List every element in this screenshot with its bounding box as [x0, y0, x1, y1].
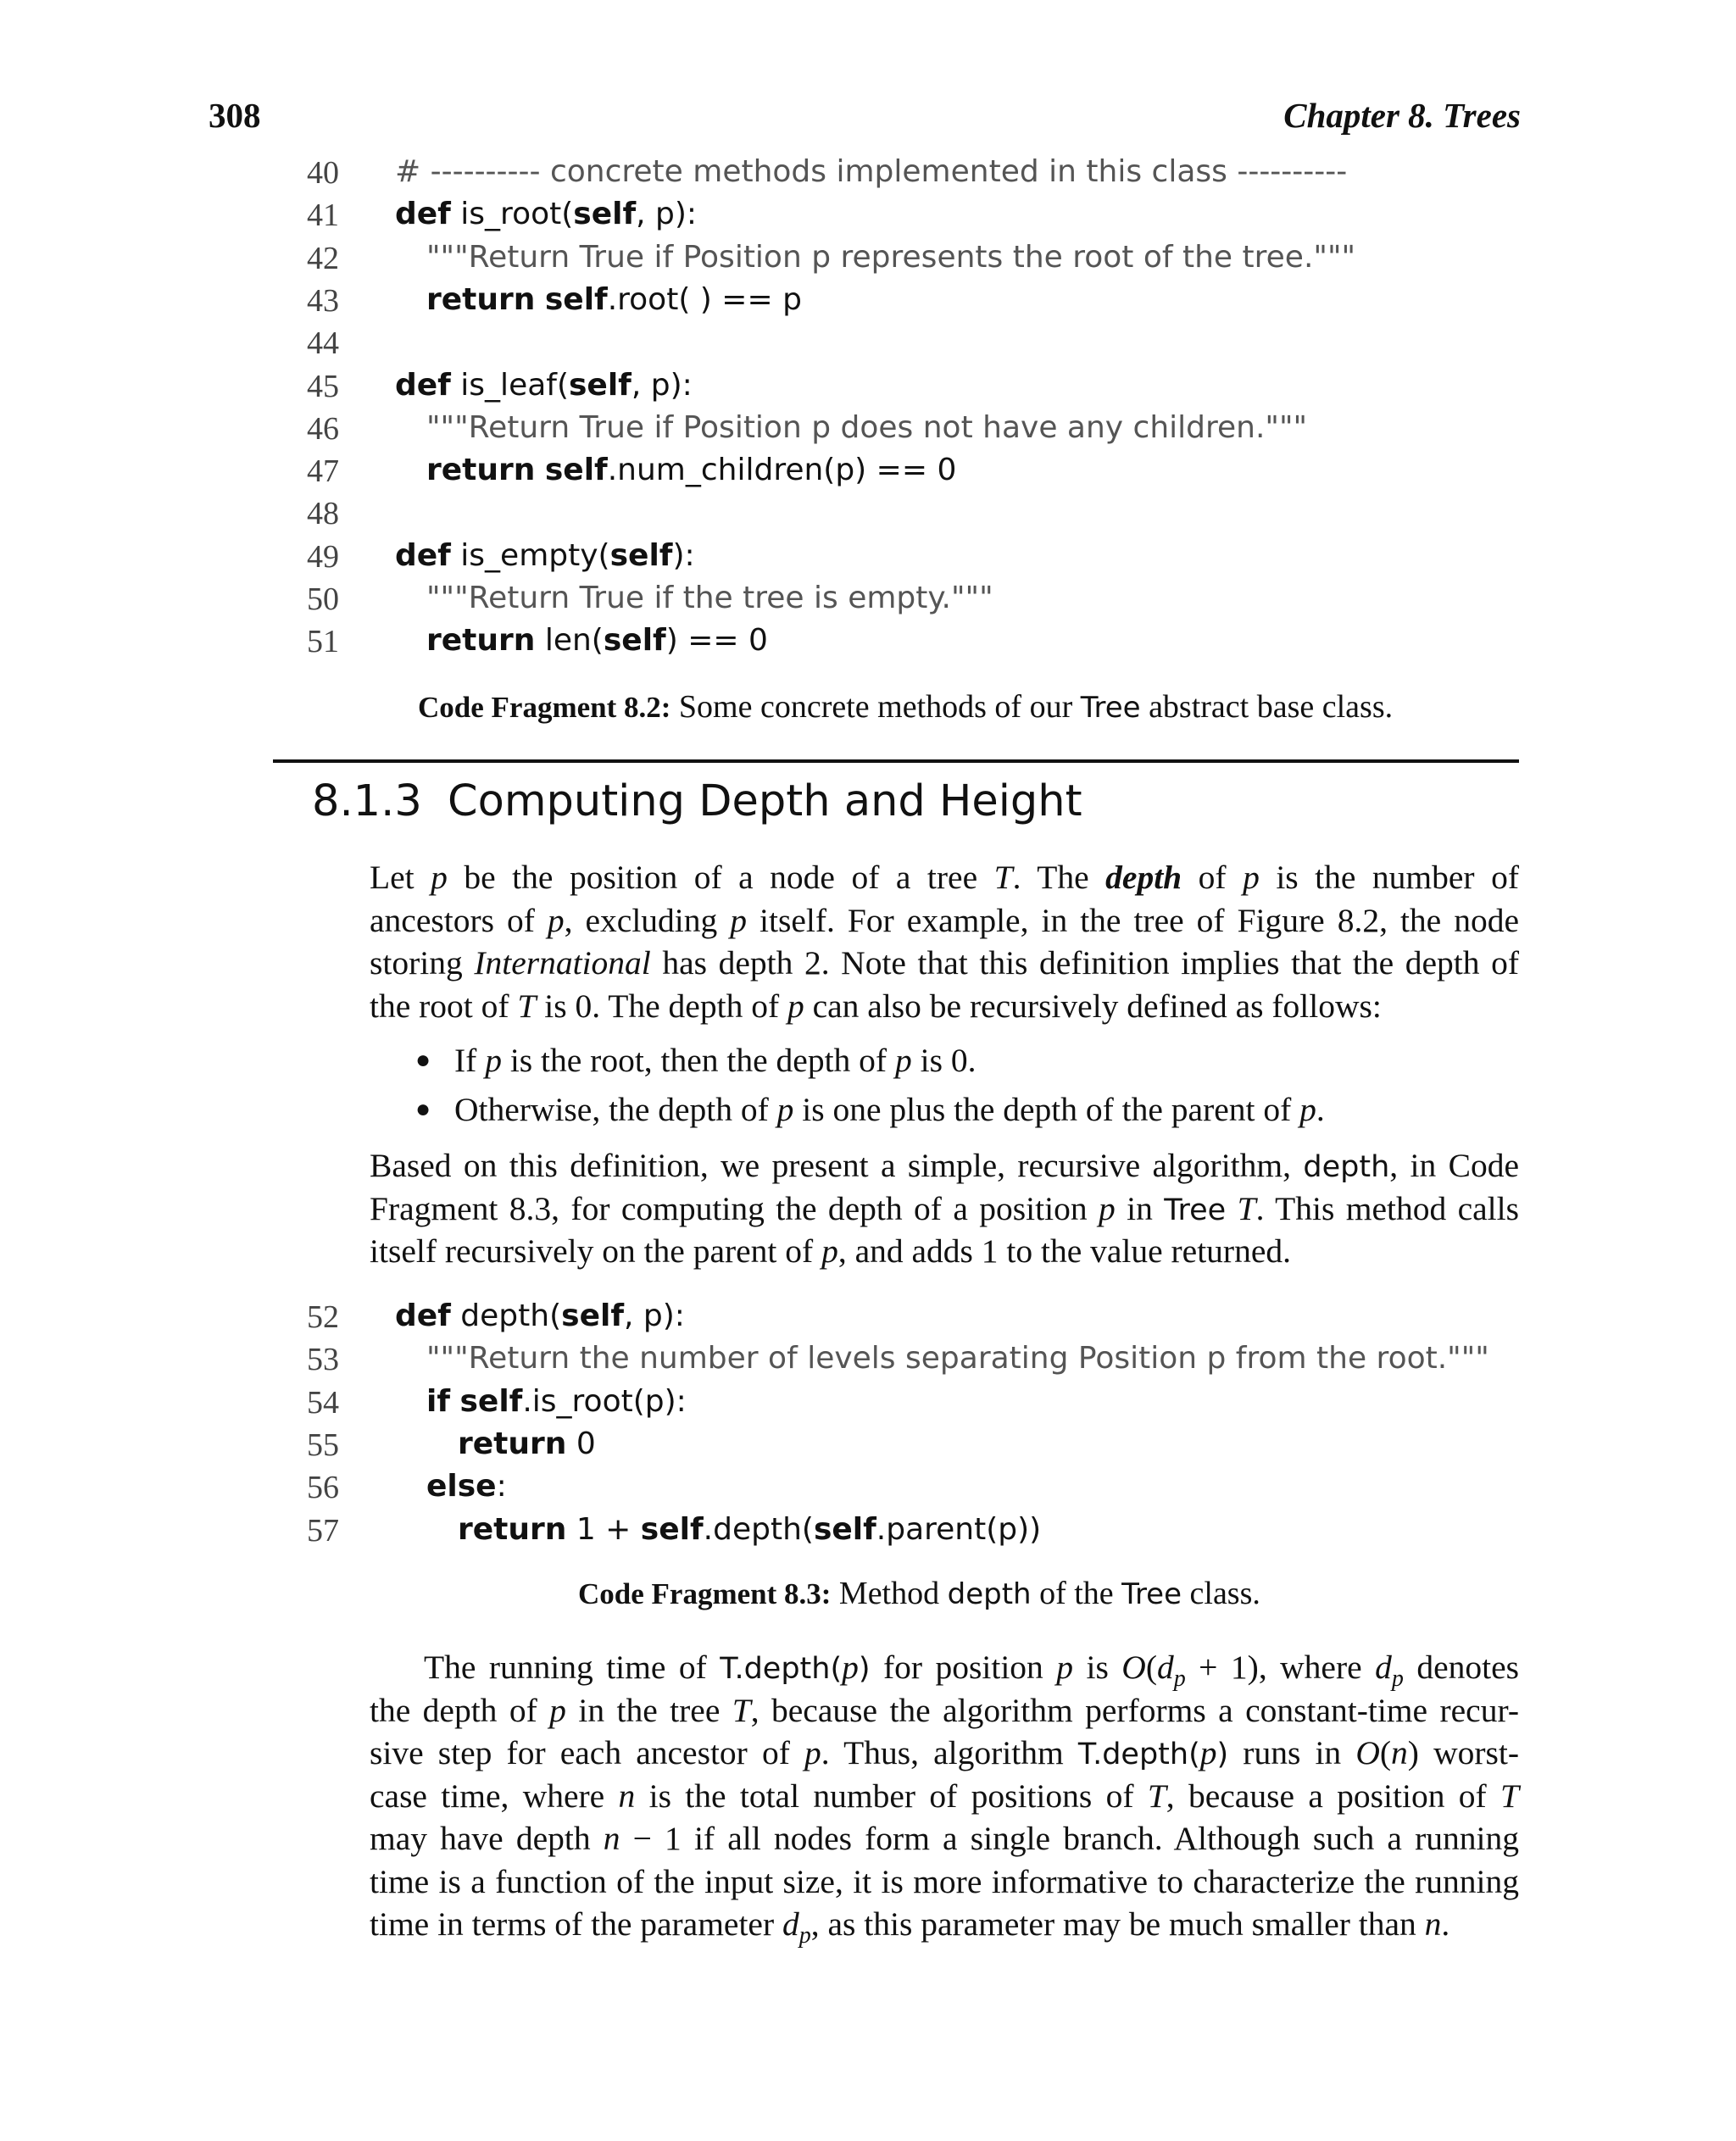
text-run: case time, where [370, 1777, 619, 1815]
code-keyword: def [395, 1299, 451, 1333]
math-symbol: p [804, 1734, 821, 1771]
line-number: 49 [307, 538, 339, 575]
code-keyword: self [603, 623, 666, 659]
line-number: 57 [307, 1512, 339, 1549]
math-symbol: p [1098, 1189, 1116, 1227]
line-number: 53 [307, 1342, 339, 1378]
math-symbol: O [1121, 1649, 1146, 1686]
code-line [302, 495, 1573, 537]
math-symbol: p [730, 901, 748, 939]
code-line [302, 197, 1573, 239]
text-run: , in Code [1389, 1147, 1519, 1184]
caption-code: Tree [1121, 1577, 1182, 1611]
caption-text: class. [1182, 1576, 1260, 1611]
code-token: 1 + [566, 1511, 641, 1547]
line-number: 41 [307, 197, 339, 234]
code-keyword: return [458, 1426, 567, 1461]
code-keyword: self [609, 537, 673, 573]
line-number: 55 [307, 1426, 339, 1463]
code-keyword: self [569, 367, 632, 403]
math-symbol: p [1056, 1649, 1074, 1686]
text-run: . Thus, algorithm [821, 1734, 1078, 1771]
code-line [302, 410, 1573, 453]
code-keyword: self [544, 453, 608, 488]
text-run: . [1441, 1905, 1450, 1943]
text-run: be the position of a node of a tree [447, 859, 994, 896]
line-number: 45 [307, 368, 339, 404]
text-run: for position [870, 1649, 1057, 1686]
line-number: 46 [307, 410, 339, 447]
text-run: of [1182, 859, 1244, 896]
code-comment: """Return True if Position p does not have any children.""" [426, 409, 1308, 445]
code-token: is_root( [450, 197, 574, 232]
text-run: in [1115, 1189, 1165, 1227]
text-run: If [454, 1042, 486, 1079]
math-symbol: d [1156, 1649, 1174, 1686]
math-symbol: d [1375, 1649, 1392, 1686]
code-keyword: if [426, 1383, 451, 1419]
code-token: , p): [624, 1299, 685, 1333]
code-comment: """Return True if Position p represents the root of the tree.""" [426, 239, 1356, 275]
caption-text: abstract base class. [1140, 689, 1394, 725]
line-number: 42 [307, 240, 339, 276]
bullet-dot-icon: ● [415, 1046, 431, 1074]
code-line [302, 453, 1573, 495]
text-run: + 1), where [1185, 1649, 1376, 1686]
code-token: ): [672, 537, 695, 573]
code-token: len( [535, 623, 604, 659]
text-run: has depth 2. Note that this definition implies that the depth of [650, 944, 1519, 982]
math-symbol: p [1299, 1091, 1316, 1128]
text-line [370, 1817, 1519, 1860]
code-line [302, 325, 1573, 367]
text-line [370, 1187, 1519, 1231]
math-symbol: n [618, 1777, 636, 1815]
math-symbol: T [1147, 1777, 1166, 1815]
math-symbol: p [1173, 1665, 1186, 1692]
text-run: ( [1145, 1649, 1157, 1686]
line-number: 50 [307, 581, 339, 617]
caption-text: of the [1031, 1576, 1122, 1611]
text-run: ancestors of [370, 901, 548, 939]
text-run: Let [370, 859, 431, 896]
code-fragment-8-2-caption [418, 688, 1393, 726]
code-token: .root( ) == p [607, 281, 802, 317]
code-keyword: self [573, 197, 637, 232]
text-run: the depth of [370, 1691, 550, 1729]
inline-code: T.depth( [720, 1652, 843, 1686]
code-keyword: self [544, 281, 608, 317]
text-run: ( [1379, 1734, 1392, 1771]
code-token: is_leaf( [450, 367, 569, 403]
text-run: sive step for each ancestor of [370, 1734, 805, 1771]
line-number: 54 [307, 1384, 339, 1421]
code-line [302, 1299, 1573, 1341]
text-run: is [1073, 1649, 1122, 1686]
code-line [302, 1341, 1573, 1383]
text-run: . [1316, 1091, 1325, 1128]
code-keyword: self [459, 1383, 523, 1419]
text-run: itself recursively on the parent of [370, 1232, 822, 1270]
math-symbol: p [485, 1042, 502, 1079]
text-run: time is a function of the input size, it is more informative to characterize the running [370, 1862, 1519, 1900]
code-token: : [496, 1469, 507, 1504]
code-keyword: self [561, 1299, 624, 1333]
code-token [535, 453, 544, 487]
code-keyword: def [395, 537, 451, 573]
text-run: − 1 if all nodes form a single branch. Although such a running [620, 1820, 1519, 1857]
inline-code: Tree [1164, 1193, 1227, 1227]
text-run: The running time of [424, 1649, 721, 1686]
code-token [535, 282, 544, 317]
text-run: . This method calls [1255, 1189, 1520, 1227]
code-keyword: return [426, 281, 536, 317]
caption-label: Code Fragment 8.2: [418, 691, 671, 724]
code-text [426, 1469, 507, 1504]
code-line [302, 282, 1573, 325]
text-run: storing [370, 944, 475, 982]
paragraph-depth-definition [370, 856, 1519, 1027]
text-run [1226, 1190, 1237, 1227]
code-text [426, 282, 802, 317]
bullet-item [415, 1041, 1325, 1090]
math-symbol: p [1243, 859, 1260, 896]
math-symbol: T [732, 1691, 751, 1729]
line-number: 51 [307, 624, 339, 660]
code-keyword: else [426, 1469, 497, 1504]
text-line [370, 942, 1519, 985]
code-text [395, 154, 1347, 189]
code-token: ) == 0 [665, 623, 768, 659]
code-keyword: return [426, 453, 536, 488]
bullet-item [415, 1090, 1325, 1139]
text-run: ) worst- [1407, 1734, 1519, 1771]
code-text [426, 240, 1355, 275]
text-line [370, 1689, 1519, 1732]
code-token: .num_children(p) == 0 [607, 453, 957, 488]
code-text [395, 368, 693, 403]
inline-code: ) [858, 1652, 871, 1686]
code-line [302, 1384, 1573, 1426]
code-line [302, 154, 1573, 197]
code-token: 0 [566, 1426, 596, 1461]
text-run: Otherwise, the depth of [454, 1091, 777, 1128]
code-text [395, 538, 695, 573]
section-title: Computing Depth and Height [448, 776, 1082, 826]
line-number: 40 [307, 155, 339, 191]
text-run: denotes [1403, 1649, 1519, 1686]
text-run: may have depth [370, 1820, 604, 1857]
text-run: runs in [1228, 1734, 1356, 1771]
line-number: 56 [307, 1470, 339, 1506]
caption-label: Code Fragment 8.3: [578, 1577, 832, 1610]
code-text [426, 1384, 687, 1419]
line-number: 44 [307, 325, 339, 362]
text-run: is the number of [1259, 859, 1519, 896]
text-line [370, 985, 1519, 1028]
code-token: depth( [450, 1299, 562, 1333]
text-run: Fragment 8.3, for computing the depth of a position [370, 1189, 1099, 1227]
text-line [370, 856, 1519, 899]
inline-code: T.depth( [1077, 1738, 1200, 1771]
text-run: the root of [370, 987, 518, 1025]
page-number: 308 [209, 96, 261, 135]
section-number: 8.1.3 [312, 776, 422, 826]
text-line [370, 1732, 1519, 1775]
code-line [302, 623, 1573, 665]
section-heading [312, 776, 1082, 826]
text-run: , because the algorithm performs a constant-time recur- [750, 1691, 1519, 1729]
text-run: in the tree [565, 1691, 732, 1729]
math-symbol: n [603, 1820, 620, 1857]
paragraph-algorithm-intro [370, 1144, 1519, 1273]
code-line [302, 1469, 1573, 1511]
caption-code: depth [947, 1577, 1032, 1611]
text-run: , excluding [564, 901, 731, 939]
math-symbol: T [517, 987, 537, 1025]
text-line [370, 1144, 1519, 1187]
line-number: 52 [307, 1299, 339, 1335]
math-symbol: n [1424, 1905, 1442, 1943]
code-line [302, 1426, 1573, 1469]
math-symbol: p [431, 859, 448, 896]
text-run: . The [1012, 859, 1106, 896]
paragraph-running-time [370, 1646, 1519, 1949]
code-line [302, 368, 1573, 410]
math-symbol: p [821, 1232, 838, 1270]
math-symbol: p [776, 1091, 794, 1128]
math-symbol: n [1391, 1734, 1408, 1771]
math-symbol: T [1500, 1777, 1519, 1815]
math-symbol: p [894, 1042, 912, 1079]
text-line [370, 1903, 1519, 1949]
section-rule [273, 759, 1519, 763]
caption-text: Method [831, 1576, 948, 1611]
code-token [450, 1384, 459, 1419]
text-run: is 0. [911, 1042, 976, 1079]
code-text [426, 581, 993, 615]
code-token: .is_root(p): [522, 1383, 687, 1419]
text-run: time in terms of the parameter [370, 1905, 782, 1943]
text-run: is the total number of positions of [635, 1777, 1148, 1815]
code-token: .parent(p)) [876, 1511, 1042, 1547]
page-header [209, 95, 1521, 146]
text-run: , because a position of [1166, 1777, 1501, 1815]
line-number: 47 [307, 453, 339, 490]
code-keyword: return [426, 623, 536, 659]
math-symbol: d [782, 1905, 799, 1943]
code-token: , p): [631, 367, 693, 403]
code-token: , p): [636, 197, 698, 232]
code-keyword: self [813, 1511, 876, 1547]
code-line [302, 240, 1573, 282]
text-run: is 0. The depth of [536, 987, 787, 1025]
code-line [302, 581, 1573, 623]
math-symbol: p [798, 1921, 811, 1949]
code-comment: """Return the number of levels separating Position p from the root.""" [426, 1341, 1489, 1376]
code-text [395, 1299, 685, 1333]
math-symbol: p [1391, 1665, 1404, 1692]
code-text [426, 1341, 1489, 1376]
code-line [302, 538, 1573, 581]
code-text [458, 1426, 596, 1461]
code-text [426, 623, 768, 658]
text-line [370, 1646, 1519, 1692]
code-keyword: return [458, 1511, 567, 1547]
emphasis-term: depth [1105, 859, 1182, 896]
text-run: itself. For example, in the tree of Figure 8.2, the node [747, 901, 1520, 939]
code-text [426, 453, 956, 487]
math-symbol: p [1199, 1734, 1217, 1771]
text-run: Based on this definition, we present a simple, recursive algorithm, [370, 1147, 1304, 1184]
text-line [370, 1860, 1519, 1904]
text-run: , and adds 1 to the value returned. [837, 1232, 1291, 1270]
math-symbol: T [993, 859, 1013, 896]
code-token: .depth( [703, 1511, 814, 1547]
caption-code: Tree [1080, 691, 1141, 725]
code-comment: """Return True if the tree is empty.""" [426, 581, 993, 615]
inline-code: ) [1216, 1738, 1229, 1771]
text-line [370, 1230, 1519, 1273]
inline-code: depth [1303, 1150, 1390, 1184]
text-run: is the root, then the depth of [501, 1042, 895, 1079]
code-line [302, 1512, 1573, 1554]
text-line [370, 899, 1519, 943]
math-symbol: p [549, 1691, 566, 1729]
line-number: 43 [307, 282, 339, 319]
line-number: 48 [307, 496, 339, 532]
text-run: , as this parameter may be much smaller than [810, 1905, 1425, 1943]
math-symbol: p [842, 1649, 859, 1686]
bullet-dot-icon: ● [415, 1095, 431, 1123]
code-text [395, 197, 697, 231]
math-symbol: T [1237, 1189, 1256, 1227]
code-fragment-8-3-caption [578, 1575, 1260, 1612]
code-comment: # ---------- concrete methods implemented in this class ---------- [395, 154, 1348, 189]
text-run: can also be recursively defined as follows: [804, 987, 1382, 1025]
text-line [370, 1775, 1519, 1818]
caption-text: Some concrete methods of our [670, 689, 1081, 725]
math-symbol: p [787, 987, 804, 1025]
math-symbol: International [474, 944, 651, 982]
math-symbol: O [1355, 1734, 1380, 1771]
code-text [426, 410, 1307, 445]
code-token: is_empty( [450, 537, 610, 573]
code-keyword: def [395, 197, 451, 232]
code-keyword: def [395, 367, 451, 403]
code-keyword: self [640, 1511, 704, 1547]
math-symbol: p [547, 901, 565, 939]
chapter-title: Chapter 8. Trees [1283, 96, 1521, 135]
bullet-list [415, 1041, 1325, 1139]
code-text [458, 1512, 1041, 1547]
text-run: is one plus the depth of the parent of [793, 1091, 1300, 1128]
